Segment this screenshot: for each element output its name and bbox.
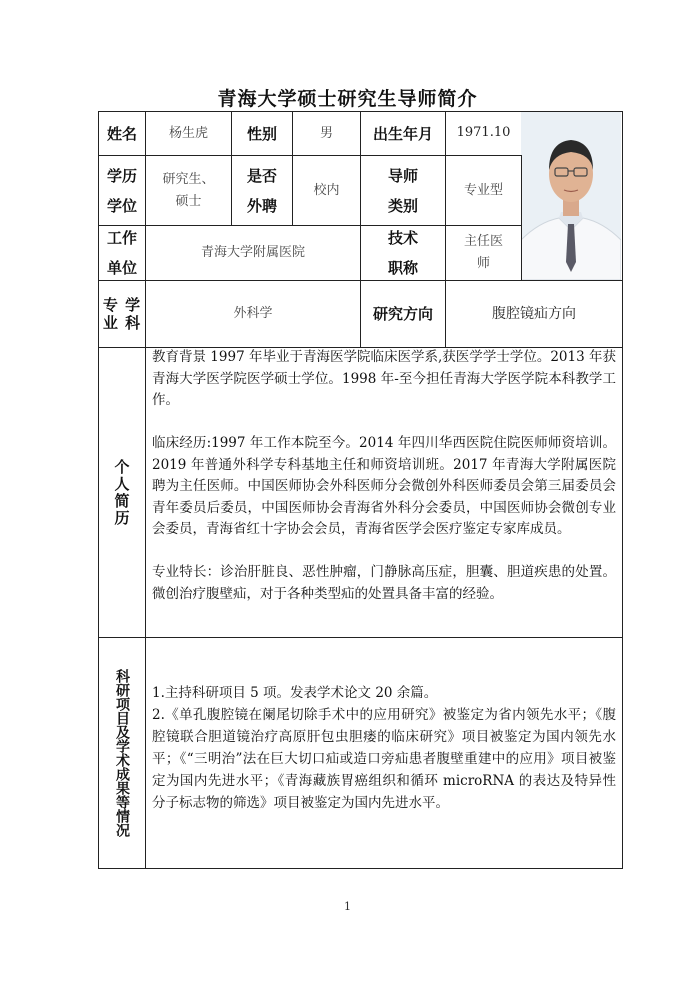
portrait-photo bbox=[521, 112, 621, 280]
resume-label: 个人简历 bbox=[98, 347, 146, 638]
direction-label: 研究方向 bbox=[360, 280, 446, 348]
research-text: 1.主持科研项目 5 项。发表学术论文 20 余篇。 2.《单孔腹腔镜在阑尾切除手术中的应用研究》被鉴定为省内领先水平；《腹腔镜联合胆道镜治疗高原肝包虫胆瘘的临床研究》项目被鉴定为国内领先水平；《“三明治”法在巨大切口疝或造口旁疝患者腹壁重建中的应用》项目被鉴定为国内先进水平；《青海藏族胃癌组织和循环 microRNA 的表达及特异性分子标志物的筛选》项目被鉴定为国内先进水平。 bbox=[152, 685, 616, 811]
major-value: 外科学 bbox=[145, 280, 361, 348]
resume-text: 教育背景 1997 年毕业于青海医学院临床医学系,获医学学士学位。2013 年获青海大学医学院医学硕士学位。1998 年-至今担任青海大学医学院本科教学工作。 临床经历:1997 年工作本院至今。2014 年四川华西医院住院医师师资培训。2019 年普通外科学专科基地主任和师资培训班。2017 年青海大学附属医院聘为主任医师。中国医师协会外科医师分会微创外科医师委员会第三届委员会青年委员后委员，中国医师协会青海省外科分会委员，中国医师协会微创专业会委员，青海省红十字协会会员，青海省医学会医疗鉴定专家库成员。 专业特长：诊治肝脏良、恶性肿瘤，门静脉高压症，胆囊、胆道疾患的处置。微创治疗腹壁疝，对于各种类型疝的处置具备丰富的经验。 bbox=[152, 349, 616, 602]
birth-value: 1971.10 bbox=[445, 111, 522, 156]
supervisor-type-value: 专业型 bbox=[445, 155, 522, 226]
education-value: 研究生、 硕士 bbox=[145, 155, 232, 226]
supervisor-type-label: 导师 类别 bbox=[360, 155, 446, 226]
research-label: 科研项目及学术成果等情况 bbox=[98, 637, 146, 869]
name-value: 杨生虎 bbox=[145, 111, 232, 156]
major-label: 专 学 业 科 bbox=[98, 280, 146, 348]
research-cell bbox=[145, 637, 623, 869]
education-label: 学历 学位 bbox=[98, 155, 146, 226]
page-number: 1 bbox=[344, 900, 351, 913]
external-label: 是否 外聘 bbox=[231, 155, 293, 226]
name-label: 姓名 bbox=[98, 111, 146, 156]
gender-value: 男 bbox=[292, 111, 361, 156]
document-title: 青海大学硕士研究生导师简介 bbox=[217, 88, 478, 110]
tech-title-value: 主任医 师 bbox=[445, 225, 522, 281]
gender-label: 性别 bbox=[231, 111, 293, 156]
direction-value: 腹腔镜疝方向 bbox=[445, 280, 623, 348]
work-unit-value: 青海大学附属医院 bbox=[145, 225, 361, 281]
work-unit-label: 工作 单位 bbox=[98, 225, 146, 281]
tech-title-label: 技术 职称 bbox=[360, 225, 446, 281]
resume-cell bbox=[145, 347, 623, 638]
external-value: 校内 bbox=[292, 155, 361, 226]
birth-label: 出生年月 bbox=[360, 111, 446, 156]
